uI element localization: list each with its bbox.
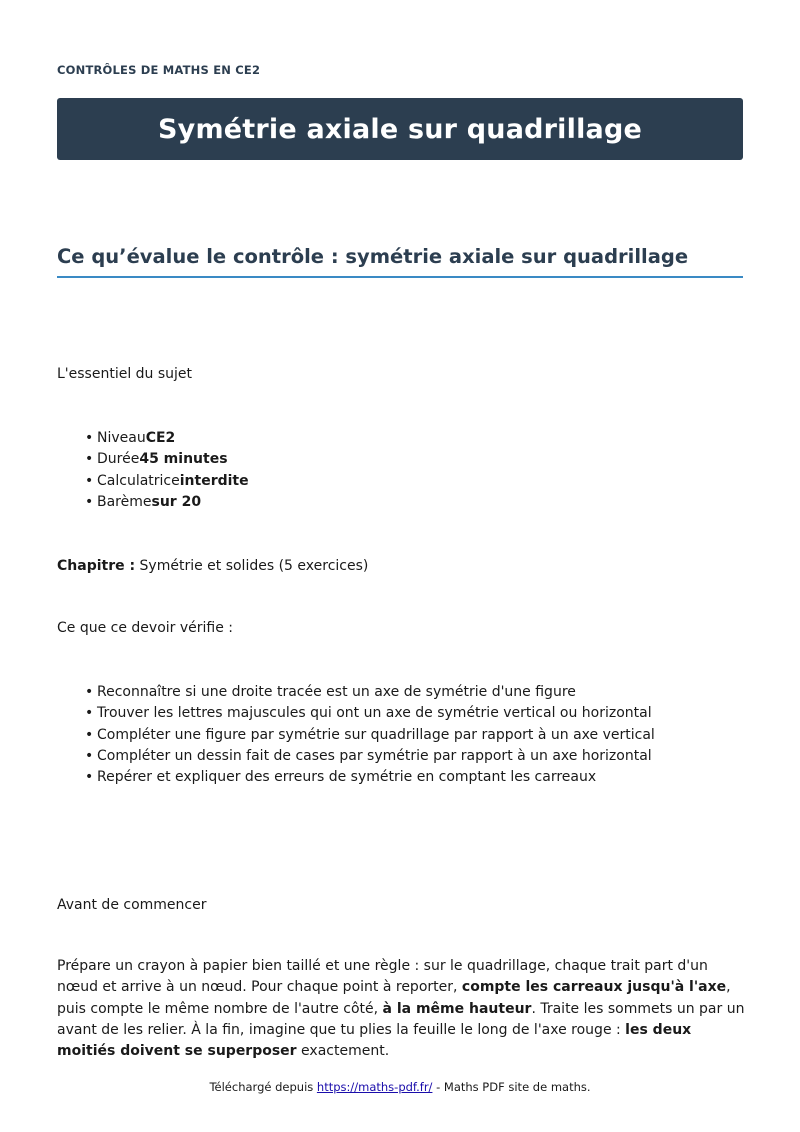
page-title: Symétrie axiale sur quadrillage (158, 113, 642, 145)
avant-paragraph: Prépare un crayon à papier bien taillé et une règle : sur le quadrillage, chaque trait part d'un nœud et arrive à un nœud. Pour chaque point à reporter, compte les carreaux jusqu'à l'axe, puis compte le même nombre de l'autre côté, à la même hauteur. Traite les sommets un par un avant de les relier. À la fin, imagine que tu plies la feuille le long de l'axe rouge : les deux moitiés doivent se superposer exactement. (57, 958, 745, 1060)
chapitre-label: Chapitre : (57, 558, 136, 574)
list-item: • Reconnaître si une droite tracée est un axe de symétrie d'une figure (97, 682, 655, 703)
list-item: • Repérer et expliquer des erreurs de symétrie en comptant les carreaux (97, 767, 655, 788)
section-title: Ce qu’évalue le contrôle : symétrie axiale sur quadrillage (57, 245, 743, 278)
list-item: • Calculatriceinterdite (97, 471, 249, 492)
verifie-list (57, 682, 655, 788)
list-item: • Barèmesur 20 (97, 492, 249, 513)
list-item: • Durée45 minutes (97, 449, 249, 470)
chapitre-value: Symétrie et solides (5 exercices) (135, 558, 369, 574)
essentiel-list (57, 428, 249, 513)
footer (0, 1080, 800, 1094)
series-kicker: CONTRÔLES DE MATHS EN CE2 (57, 63, 261, 77)
footer-link[interactable]: https://maths-pdf.fr/ (316, 1080, 433, 1094)
list-item: • NiveauCE2 (97, 428, 249, 449)
title-banner (57, 98, 743, 160)
footer-prefix: Téléchargé depuis (209, 1080, 317, 1094)
footer-suffix: - Maths PDF site de maths. (432, 1080, 591, 1094)
list-item: • Compléter un dessin fait de cases par symétrie par rapport à un axe horizontal (97, 746, 655, 767)
verifie-heading: Ce que ce devoir vérifie : (57, 620, 234, 636)
list-item: • Trouver les lettres majuscules qui ont un axe de symétrie vertical ou horizontal (97, 703, 655, 724)
avant-heading: Avant de commencer (57, 897, 207, 913)
chapitre-line (57, 556, 368, 577)
list-item: • Compléter une figure par symétrie sur quadrillage par rapport à un axe vertical (97, 725, 655, 746)
essentiel-heading: L'essentiel du sujet (57, 366, 193, 382)
